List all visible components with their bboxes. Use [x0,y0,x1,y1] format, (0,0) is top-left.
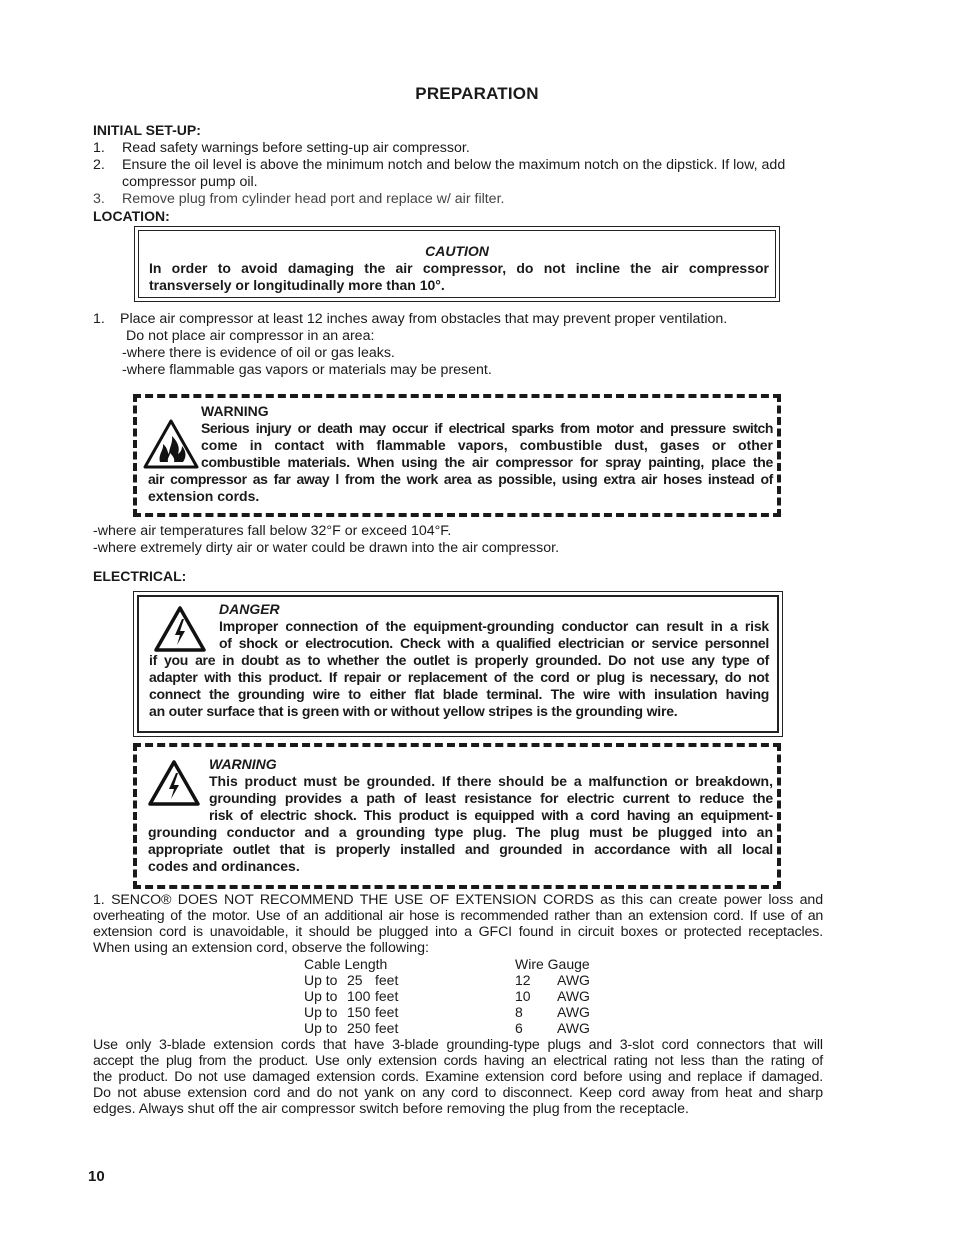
table-row-2-awg: AWG [557,988,590,1004]
electrical-warning-box [133,743,781,889]
caution-line-1: In order to avoid damaging the air compressor, do not incline the air compressor [149,260,769,276]
table-row-4-unit: feet [375,1020,399,1036]
page-number: 10 [88,1168,105,1185]
setup-item-2-text-cont: compressor pump oil. [122,174,258,190]
caution-box [134,226,780,302]
fire-warning-icon [142,418,200,470]
caution-inner-frame [138,230,776,298]
table-row-3-unit: feet [375,1004,399,1020]
table-row-2-length: 100 [347,988,371,1004]
electrical-warning-line-3: risk of electric shock. This product is equipped with a cord having an equipment- [209,807,773,823]
initial-setup-heading: INITIAL SET-UP: [93,122,201,138]
caution-title: CAUTION [425,243,489,259]
electrical-warning-line-2: grounding provides a path of least resistance for electric current to reduce the [209,790,773,806]
table-row-1-prefix: Up to [304,972,338,988]
electrical-heading: ELECTRICAL: [93,568,187,584]
location-warning-box [133,394,781,517]
extension-para-1-line-1: 1. SENCO® DOES NOT RECOMMEND THE USE OF EXTENSION CORDS as this can create power loss and [93,892,823,908]
electrical-warning-line-6: codes and ordinances. [148,858,300,874]
setup-item-1-text: Read safety warnings before setting-up air compressor. [122,140,470,156]
location-warning-line-2: come in contact with flammable vapors, combustible dust, gases or other [201,437,773,453]
table-row-3-awg: AWG [557,1004,590,1020]
extension-para-1-line-2: overheating of the motor. Use of an additional air hose is recommended rather than an extension cord. If use of an [93,908,823,924]
danger-line-1: Improper connection of the equipment-grounding conductor can result in a risk [219,618,769,634]
electrical-warning-line-4: grounding conductor and a grounding type plug. The plug must be plugged into an [148,824,773,840]
setup-item-3-text: Remove plug from cylinder head port and replace w/ air filter. [122,191,505,207]
danger-title: DANGER [219,601,280,617]
location-warning-line-5: extension cords. [148,488,260,504]
danger-line-2: of shock or electrocution. Check with a qualified electrician or service personnel [219,635,769,651]
table-row-4-awg: AWG [557,1020,590,1036]
setup-item-3-num: 3. [93,191,105,207]
danger-inner-frame [137,595,779,733]
location-warning-line-3: combustible materials. When using the air compressor for spray painting, place the [201,454,773,470]
location-item-1-line-3: -where there is evidence of oil or gas leaks. [122,345,395,361]
electric-shock-icon [147,759,201,807]
table-row-4-gauge: 6 [515,1020,523,1036]
table-row-3-gauge: 8 [515,1004,523,1020]
caution-line-2: transversely or longitudinally more than 10°. [149,277,445,293]
table-row-1-gauge: 12 [515,972,531,988]
extension-para-2-line-2: accept the plug from the product. Use only extension cords having an electrical rating not less than the rating of [93,1053,823,1069]
table-row-2-prefix: Up to [304,988,338,1004]
electrical-warning-title: WARNING [209,756,277,772]
electrical-warning-line-5: appropriate outlet that is properly installed and grounded in accordance with all local [148,841,773,857]
danger-line-4: adapter with this product. If repair or replacement of the cord or plug is necessary, do not [149,669,769,685]
extension-para-1-line-3: extension cord is unavoidable, it should be plugged into a GFCI found in circuit boxes or protected receptacles. [93,924,823,940]
danger-box [133,591,783,737]
cable-length-header: Cable Length [304,956,388,972]
danger-line-3: if you are in doubt as to whether the outlet is properly grounded. Do not use any type of [149,652,769,668]
wire-gauge-header: Wire Gauge [515,956,590,972]
location-warning-line-1: Serious injury or death may occur if electrical sparks from motor and pressure switch [201,420,773,436]
table-row-1-unit: feet [375,972,399,988]
table-row-1-awg: AWG [557,972,590,988]
table-row-4-length: 250 [347,1020,371,1036]
location-warning-title: WARNING [201,403,269,419]
location-after-2: -where extremely dirty air or water could be drawn into the air compressor. [93,540,560,556]
extension-para-2-line-5: edges. Always shut off the air compressor switch before removing the plug from the receptacle. [93,1101,689,1117]
location-after-1: -where air temperatures fall below 32°F or exceed 104°F. [93,523,452,539]
location-heading: LOCATION: [93,208,170,224]
danger-line-5: connect the grounding wire to either flat blade terminal. The wire with insulation having [149,686,769,702]
table-row-2-unit: feet [375,988,399,1004]
location-item-1-line-2: Do not place air compressor in an area: [126,328,375,344]
extension-para-2-line-3: the product. Do not use damaged extension cords. Examine extension cord before using and replace if damaged. [93,1069,823,1085]
location-warning-line-4: air compressor as far away l from the work area as possible, using extra air hoses instead of [148,471,773,487]
setup-item-2-text: Ensure the oil level is above the minimum notch and below the maximum notch on the dipstick. If low, add [122,157,786,173]
electric-shock-icon [153,605,207,653]
table-row-2-gauge: 10 [515,988,531,1004]
page-title: PREPARATION [415,84,539,103]
location-item-1-line-1: Place air compressor at least 12 inches away from obstacles that may prevent proper ventilation. [120,311,728,327]
table-row-3-length: 150 [347,1004,371,1020]
table-row-3-prefix: Up to [304,1004,338,1020]
table-row-4-prefix: Up to [304,1020,338,1036]
location-item-1-num: 1. [93,311,105,327]
extension-para-2-line-1: Use only 3-blade extension cords that have 3-blade grounding-type plugs and 3-slot cord connectors that will [93,1037,823,1053]
extension-para-1-line-4: When using an extension cord, observe the following: [93,940,429,956]
location-item-1-line-4: -where flammable gas vapors or materials may be present. [122,362,492,378]
electrical-warning-line-1: This product must be grounded. If there should be a malfunction or breakdown, [209,773,773,789]
extension-para-2-line-4: Do not abuse extension cord and do not yank on any cord to disconnect. Keep cord away from heat and sharp [93,1085,823,1101]
table-row-1-length: 25 [347,972,363,988]
setup-item-2-num: 2. [93,157,105,173]
danger-line-6: an outer surface that is green with or without yellow stripes is the grounding wire. [149,703,678,719]
setup-item-1-num: 1. [93,140,105,156]
